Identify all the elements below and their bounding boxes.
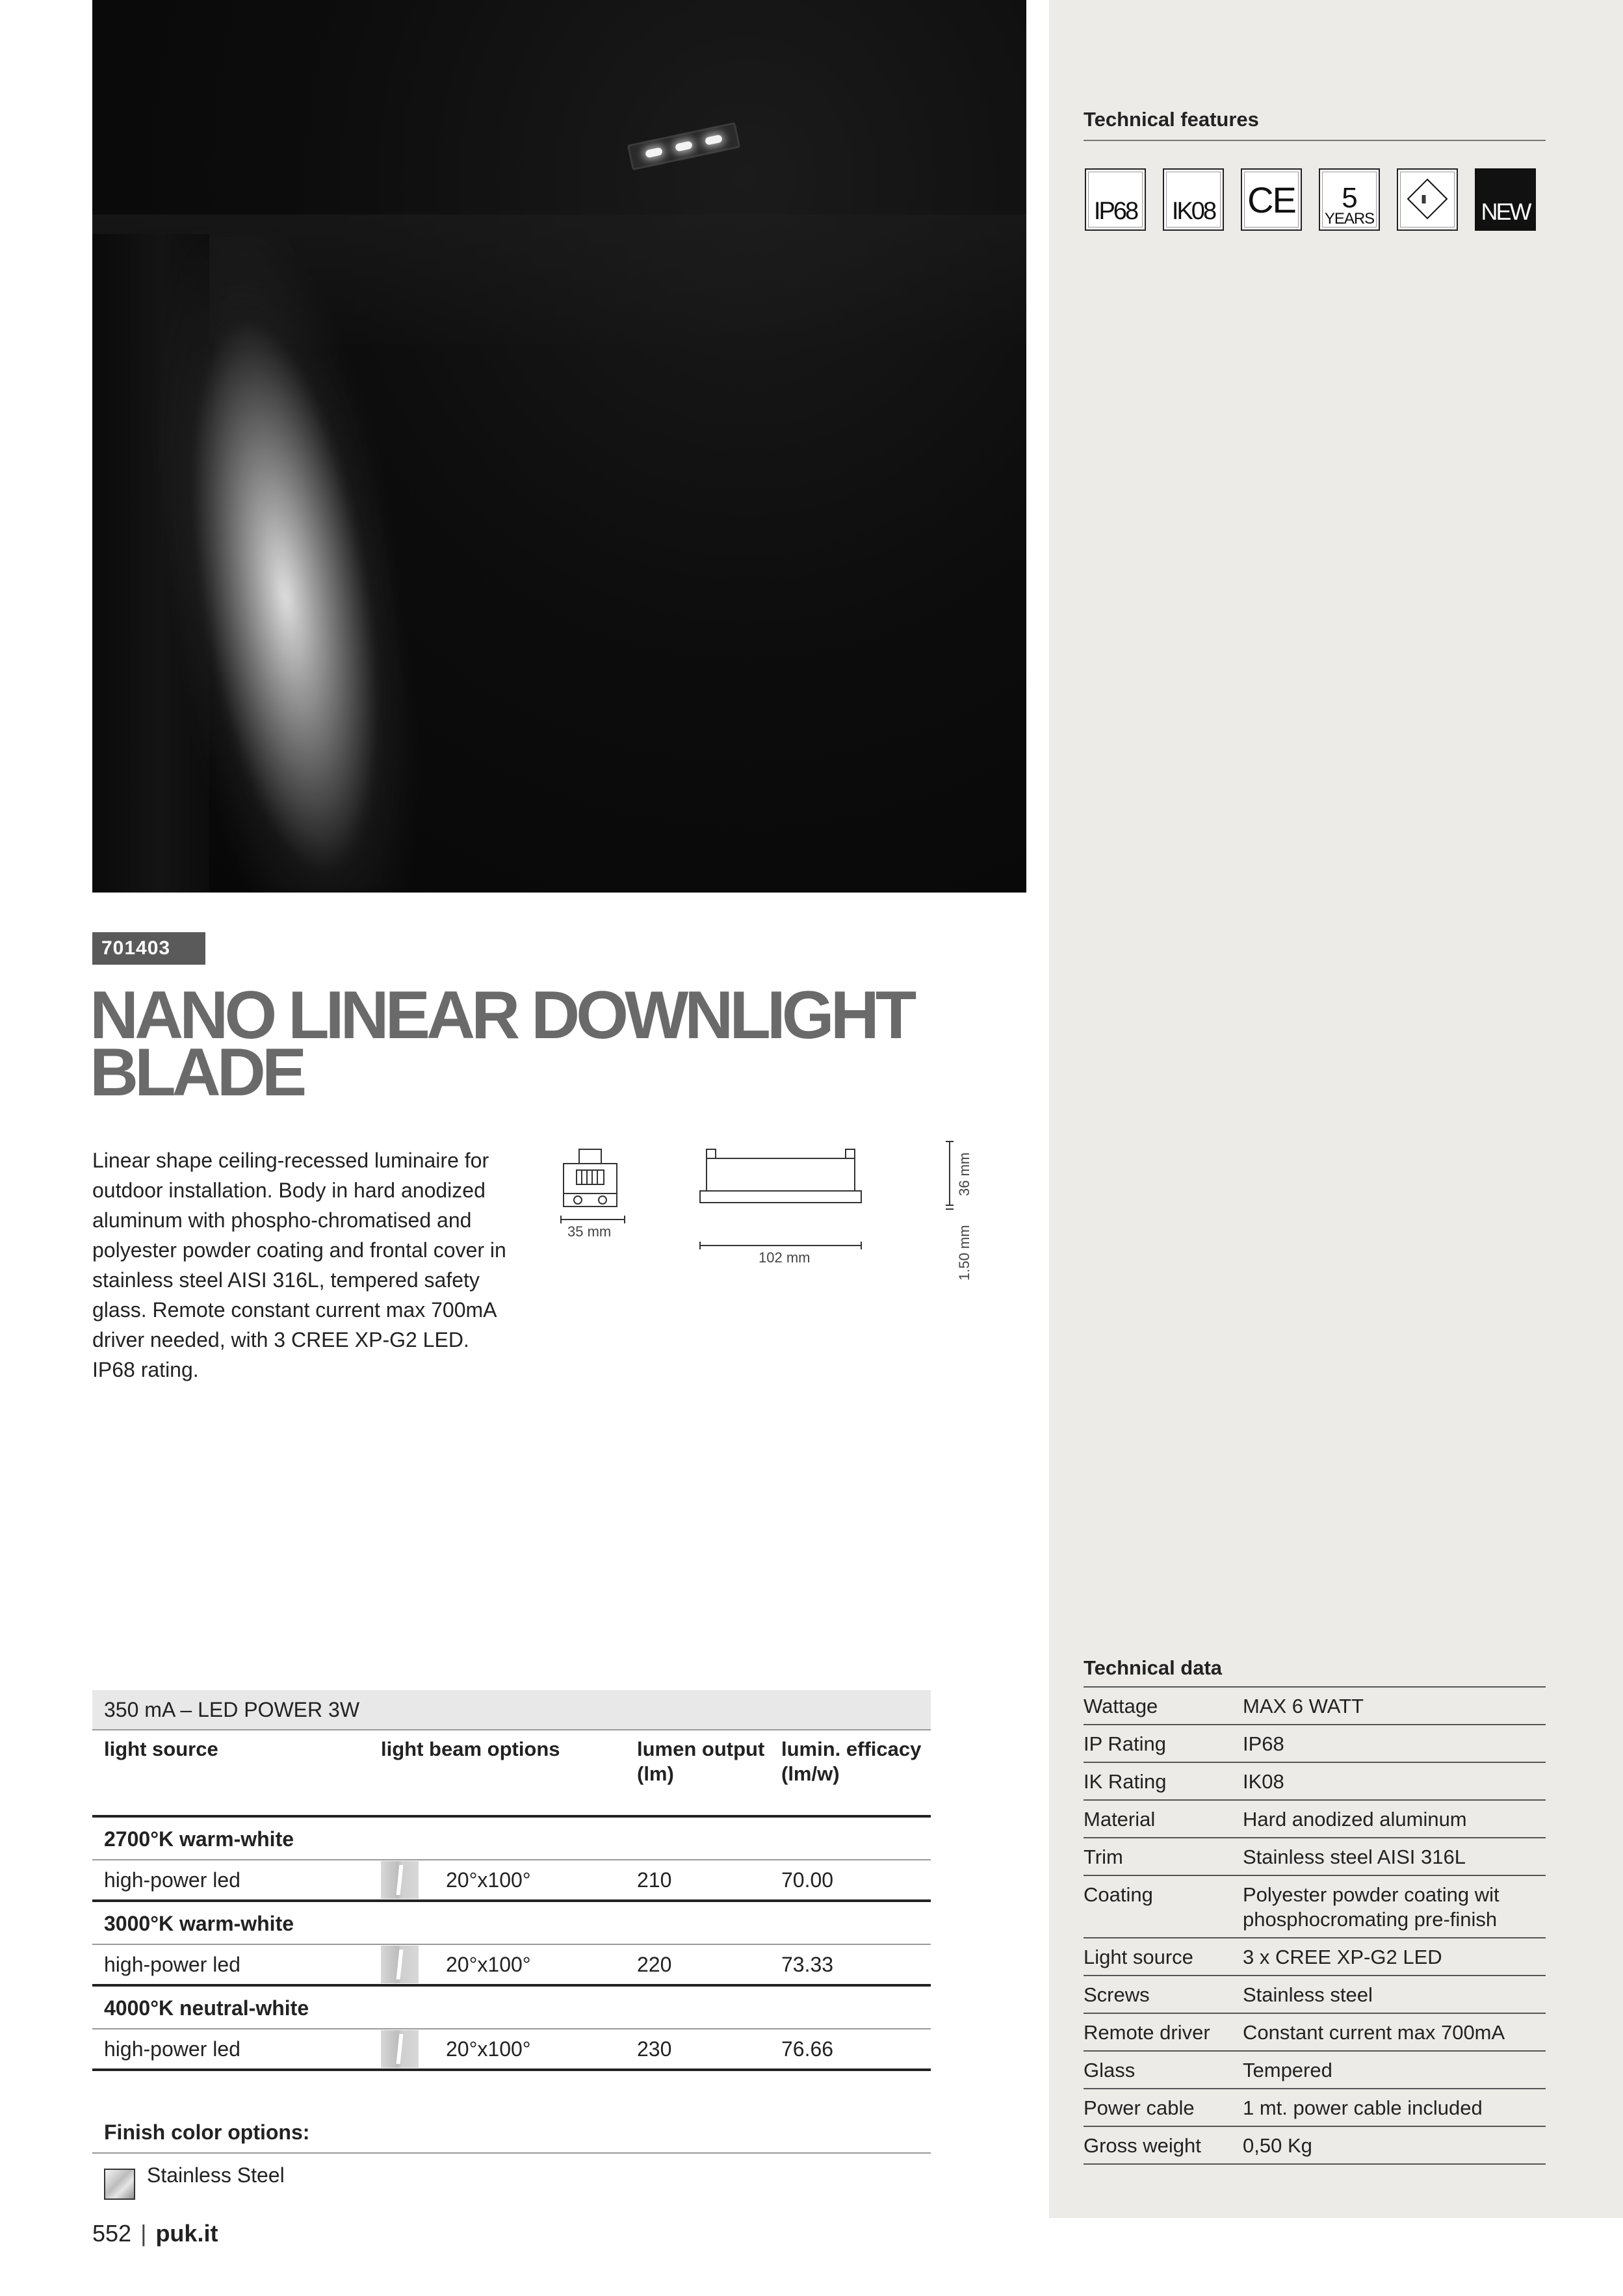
technical-features-title: Technical features <box>1084 108 1259 131</box>
table-row: high-power led 20°x100° 210 70.00 <box>92 1860 931 1902</box>
table-row: Screws Stainless steel <box>1084 1976 1546 2013</box>
finish-option-label: Stainless Steel <box>147 2163 285 2187</box>
table-row: Power cable 1 mt. power cable included <box>1084 2089 1546 2126</box>
group-4000k: 4000°K neutral-white <box>92 1987 931 2029</box>
drawing-front-view <box>561 1149 625 1223</box>
page-number: 552 <box>92 2220 132 2247</box>
ce-mark-icon <box>1241 168 1302 231</box>
class-label: III <box>1421 193 1425 206</box>
dim-length-label: 102 mm <box>759 1249 811 1266</box>
table-row: Wattage MAX 6 WATT <box>1084 1687 1546 1725</box>
ik-label: IK08 <box>1171 198 1215 225</box>
warranty-years-icon <box>1319 168 1380 231</box>
class-iii-icon <box>1397 168 1458 231</box>
years-number: 5 <box>1342 182 1357 214</box>
beam-icon <box>381 2030 419 2068</box>
title-line-2: BLADE <box>90 1035 304 1110</box>
product-code: 701403 <box>92 932 205 965</box>
table-row: Material Hard anodized aluminum <box>1084 1800 1546 1838</box>
table-row: Remote driver Constant current max 700mA <box>1084 2013 1546 2051</box>
table-row: high-power led 20°x100° 220 73.33 <box>92 1945 931 1987</box>
stainless-swatch-icon <box>104 2169 135 2200</box>
table-row: high-power led 20°x100° 230 76.66 <box>92 2029 931 2071</box>
lumen-table-columns <box>92 1729 931 1818</box>
technical-drawing <box>556 1131 998 1294</box>
col-light-source: light source <box>104 1738 218 1760</box>
feature-badges <box>1085 168 1536 231</box>
years-label: YEARS <box>1324 210 1375 228</box>
col-beam-options: light beam options <box>381 1738 560 1760</box>
finish-title: Finish color options: <box>104 2120 310 2144</box>
drawing-height-dim <box>946 1141 954 1209</box>
technical-data-table <box>1084 1686 1546 2165</box>
table-row: IK Rating IK08 <box>1084 1762 1546 1800</box>
drawing-side-view <box>700 1149 861 1249</box>
new-label: NEW <box>1481 198 1530 225</box>
product-photo <box>92 0 1026 893</box>
table-row: Gross weight 0,50 Kg <box>1084 2126 1546 2164</box>
table-row: Light source 3 x CREE XP-G2 LED <box>1084 1938 1546 1976</box>
beam-icon <box>381 1946 419 1983</box>
ip-label: IP68 <box>1093 198 1137 225</box>
ce-label: CE <box>1247 179 1295 220</box>
dim-height-label: 36 mm <box>956 1152 972 1196</box>
col-efficacy: lumin. efficacy (lm/w) <box>781 1738 922 1785</box>
photo-fixture <box>627 122 741 170</box>
product-description: Linear shape ceiling-recessed luminaire for outdoor installation. Body in hard anodized aluminum with phospho-chromatised and polyester powder coating and frontal cover in stainless steel AISI 316L, tempered safety glass. Remote constant current max 700mA driver needed, with 3 CREE XP-G2 LED. IP68 rating. <box>92 1149 506 1381</box>
new-badge-icon <box>1475 168 1536 231</box>
beam-icon <box>381 1861 419 1899</box>
site-link[interactable]: puk.it <box>155 2220 218 2247</box>
ip68-badge-icon <box>1085 168 1146 231</box>
group-2700k: 2700°K warm-white <box>92 1818 931 1860</box>
technical-features-rule <box>1084 140 1546 141</box>
lumen-table <box>92 1690 931 2071</box>
table-row: IP Rating IP68 <box>1084 1725 1546 1762</box>
lumen-table-header: 350 mA – LED POWER 3W <box>92 1690 931 1729</box>
table-row: Trim Stainless steel AISI 316L <box>1084 1838 1546 1875</box>
table-row: Coating Polyester powder coating wit phosphocromating pre-finish <box>1084 1875 1546 1938</box>
technical-data-title: Technical data <box>1084 1656 1223 1679</box>
dim-width-label: 35 mm <box>567 1223 612 1240</box>
finish-option <box>104 2163 285 2200</box>
page-title <box>90 978 1032 1110</box>
group-3000k: 3000°K warm-white <box>92 1902 931 1945</box>
ik08-badge-icon <box>1163 168 1224 231</box>
table-row: Glass Tempered <box>1084 2051 1546 2089</box>
title-line-1: NANO LINEAR DOWNLIGHT <box>90 978 913 1053</box>
finish-rule <box>92 2152 931 2154</box>
page-footer: 552 | puk.it <box>92 2220 218 2247</box>
dim-trim-label: 1.50 mm <box>956 1225 972 1281</box>
col-lumen-output: lumen output (lm) <box>637 1738 765 1785</box>
